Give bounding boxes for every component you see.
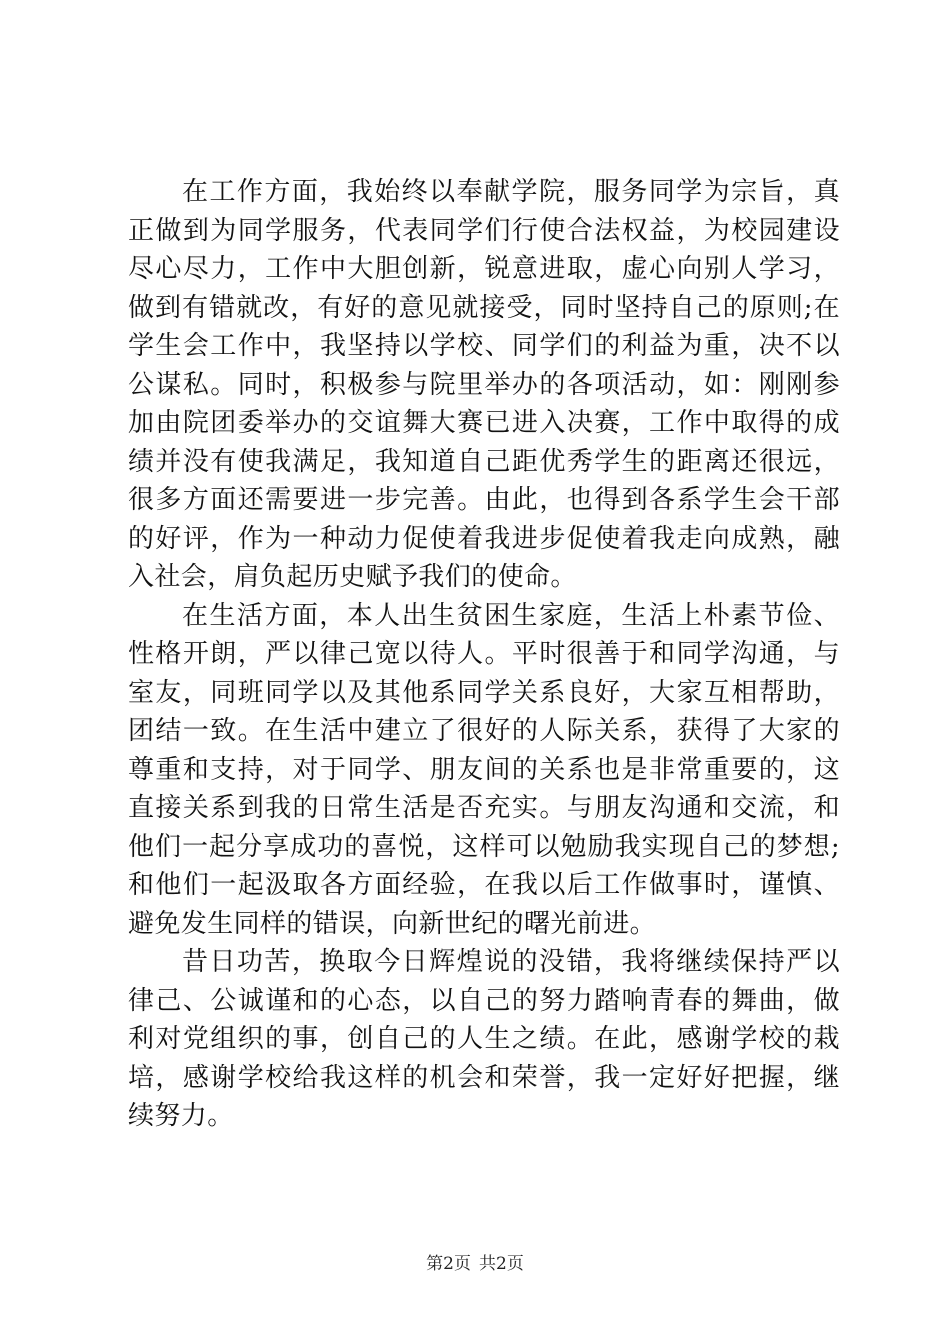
document-body bbox=[128, 173, 840, 1136]
page-total: 共2页 bbox=[479, 1254, 524, 1274]
paragraph-closing: 昔日功苦，换取今日辉煌说的没错，我将继续保持严以律己、公诚谨和的心态，以自己的努力踏响青春的舞曲，做利对党组织的事，创自己的人生之绩。在此，感谢学校的栽培，感谢学校给我这样的机会和荣誉，我一定好好把握，继续努力。 bbox=[128, 947, 840, 1131]
page-footer bbox=[0, 1253, 950, 1275]
paragraph-life: 在生活方面，本人出生贫困生家庭，生活上朴素节俭、性格开朗，严以律己宽以待人。平时很善于和同学沟通，与室友，同班同学以及其他系同学关系良好，大家互相帮助，团结一致。在生活中建立了很好的人际关系，获得了大家的尊重和支持，对于同学、朋友间的关系也是非常重要的，这直接关系到我的日常生活是否充实。与朋友沟通和交流，和他们一起分享成功的喜悦，这样可以勉励我实现自己的梦想;和他们一起汲取各方面经验，在我以后工作做事时，谨慎、避免发生同样的错误，向新世纪的曙光前进。 bbox=[128, 600, 840, 939]
paragraph-work: 在工作方面，我始终以奉献学院，服务同学为宗旨，真正做到为同学服务，代表同学们行使合法权益，为校园建设尽心尽力，工作中大胆创新，锐意进取，虚心向别人学习，做到有错就改，有好的意见就接受，同时坚持自己的原则;在学生会工作中，我坚持以学校、同学们的利益为重，决不以公谋私。同时，积极参与院里举办的各项活动，如：刚刚参加由院团委举办的交谊舞大赛已进入决赛，工作中取得的成绩并没有使我满足，我知道自己距优秀学生的距离还很远，很多方面还需要进一步完善。由此，也得到各系学生会干部的好评，作为一种动力促使着我进步促使着我走向成熟，融入社会，肩负起历史赋予我们的使命。 bbox=[128, 177, 840, 592]
page-number: 第2页 bbox=[426, 1254, 471, 1274]
